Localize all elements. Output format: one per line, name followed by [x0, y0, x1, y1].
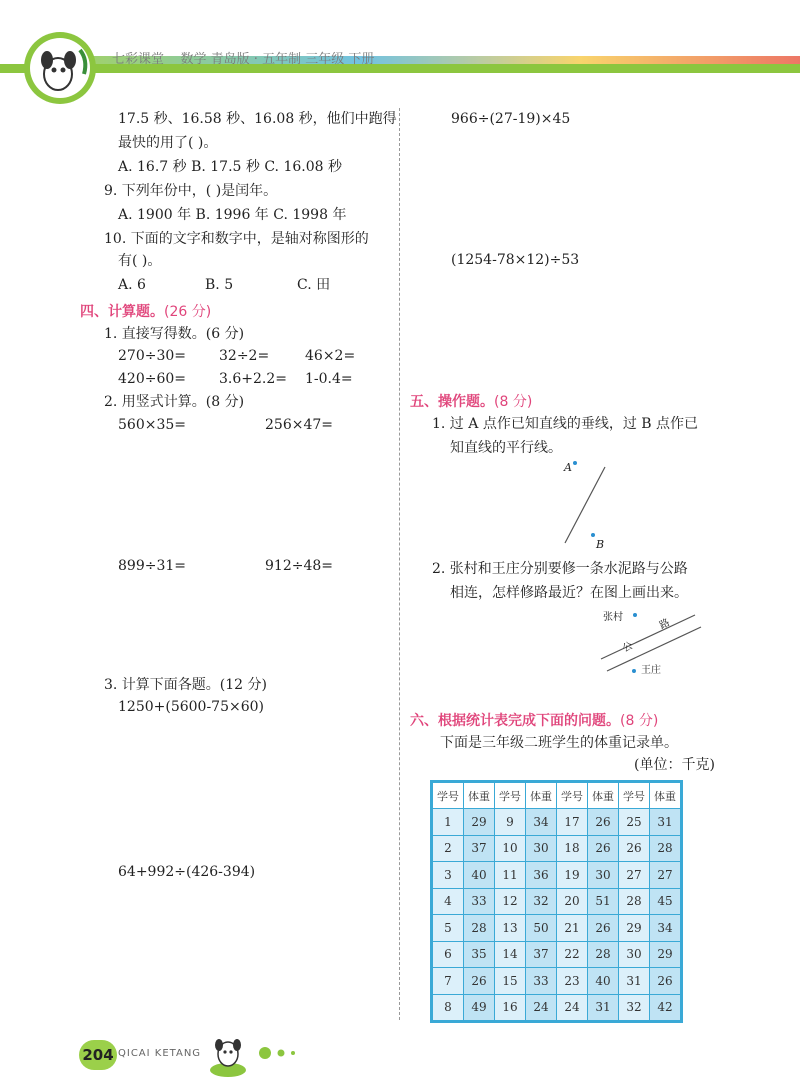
student-id-cell: 18: [557, 835, 588, 862]
student-id-cell: 32: [619, 994, 650, 1022]
weight-cell: 33: [464, 888, 495, 915]
point-wangzhuang: [632, 669, 636, 673]
q9-options: A. 1900 年 B. 1996 年 C. 1998 年: [118, 207, 347, 223]
p1-r2-b: 3.6+2.2=: [219, 371, 287, 387]
q8-line2: 最快的用了( )。: [118, 135, 218, 151]
weight-cell: 28: [588, 941, 619, 968]
section4-title: 四、计算题。: [80, 304, 164, 320]
weight-cell: 29: [464, 809, 495, 836]
part3-title: 3. 计算下面各题。(12 分): [104, 677, 267, 693]
student-id-cell: 22: [557, 941, 588, 968]
header-cell: 学号: [619, 782, 650, 809]
label-lu: 路: [657, 617, 672, 632]
q10-line1: 10. 下面的文字和数字中，是轴对称图形的: [104, 231, 369, 247]
q8-options: A. 16.7 秒 B. 17.5 秒 C. 16.08 秒: [118, 159, 342, 175]
op2-line1: 2. 张村和王庄分别要修一条水泥路与公路: [432, 561, 688, 577]
p1-r1-b: 32÷2=: [219, 348, 270, 364]
mascot-footer-icon: [198, 1030, 258, 1080]
p2-r1-a: 560×35=: [118, 417, 186, 433]
student-id-cell: 3: [432, 862, 464, 889]
student-id-cell: 21: [557, 915, 588, 942]
header-cell: 体重: [588, 782, 619, 809]
op2-line2: 相连，怎样修路最近？在图上画出来。: [450, 585, 688, 601]
section6-heading: [410, 710, 658, 730]
weight-cell: 37: [526, 941, 557, 968]
weight-cell: 26: [588, 809, 619, 836]
subject-line: 数学 青岛版 · 五年制 三年级 下册: [180, 52, 375, 67]
table-unit: (单位：千克): [634, 757, 715, 773]
student-id-cell: 31: [619, 968, 650, 995]
student-id-cell: 25: [619, 809, 650, 836]
header-cell: 体重: [526, 782, 557, 809]
footer-dots: [258, 1046, 308, 1060]
student-id-cell: 14: [495, 941, 526, 968]
column-divider: [399, 108, 400, 1020]
section5-heading: [410, 391, 532, 411]
given-line: [565, 467, 605, 543]
table-row: [432, 809, 682, 836]
weight-table: [430, 780, 683, 1023]
weight-cell: 40: [588, 968, 619, 995]
table-row: [432, 835, 682, 862]
student-id-cell: 7: [432, 968, 464, 995]
section6-score: (8 分): [620, 713, 659, 729]
student-id-cell: 11: [495, 862, 526, 889]
weight-cell: 50: [526, 915, 557, 942]
point-b: [591, 533, 595, 537]
weight-cell: 28: [650, 835, 682, 862]
section6-title: 六、根据统计表完成下面的问题。: [410, 713, 620, 729]
q10-option-c: C. 田: [297, 277, 331, 293]
student-id-cell: 12: [495, 888, 526, 915]
student-id-cell: 2: [432, 835, 464, 862]
header-cell: 学号: [432, 782, 464, 809]
weight-cell: 27: [650, 862, 682, 889]
point-a: [573, 461, 577, 465]
section4-heading: [80, 301, 211, 321]
page-number: 204: [79, 1040, 117, 1070]
student-id-cell: 17: [557, 809, 588, 836]
weight-cell: 34: [650, 915, 682, 942]
p3-a: 1250+(5600-75×60): [118, 699, 265, 715]
table-row: [432, 994, 682, 1022]
table-row: [432, 888, 682, 915]
label-zhangcun: 张村: [603, 612, 623, 623]
weight-cell: 49: [464, 994, 495, 1022]
weight-cell: 51: [588, 888, 619, 915]
weight-cell: 29: [650, 941, 682, 968]
section4-score: (26 分): [164, 304, 212, 320]
part2-title: 2. 用竖式计算。(8 分): [104, 394, 245, 410]
weight-cell: 32: [526, 888, 557, 915]
table-header-row: [432, 782, 682, 809]
student-id-cell: 20: [557, 888, 588, 915]
q8-line1: 17.5 秒、16.58 秒、16.08 秒，他们中跑得: [118, 111, 397, 127]
header-title: [112, 48, 374, 67]
label-gong: 公: [620, 640, 635, 655]
section5-score: (8 分): [494, 394, 533, 410]
student-id-cell: 8: [432, 994, 464, 1022]
footer-brand: QICAI KETANG: [118, 1048, 202, 1059]
table-row: [432, 915, 682, 942]
student-id-cell: 10: [495, 835, 526, 862]
weight-cell: 26: [464, 968, 495, 995]
weight-cell: 26: [650, 968, 682, 995]
table-row: [432, 968, 682, 995]
label-wangzhuang: 王庄: [641, 665, 661, 676]
weight-cell: 31: [588, 994, 619, 1022]
series-name: 七彩课堂: [112, 52, 165, 67]
student-id-cell: 9: [495, 809, 526, 836]
weight-cell: 42: [650, 994, 682, 1022]
weight-cell: 45: [650, 888, 682, 915]
section5-title: 五、操作题。: [410, 394, 494, 410]
table-body: [432, 809, 682, 1022]
student-id-cell: 27: [619, 862, 650, 889]
weight-cell: 35: [464, 941, 495, 968]
student-id-cell: 19: [557, 862, 588, 889]
part1-title: 1. 直接写得数。(6 分): [104, 326, 245, 342]
p3-d: (1254-78×12)÷53: [451, 252, 580, 268]
weight-cell: 33: [526, 968, 557, 995]
student-id-cell: 29: [619, 915, 650, 942]
weight-cell: 28: [464, 915, 495, 942]
weight-cell: 36: [526, 862, 557, 889]
p3-b: 64+992÷(426-394): [118, 864, 256, 880]
q10-option-b: B. 5: [205, 277, 234, 293]
weight-cell: 40: [464, 862, 495, 889]
student-id-cell: 6: [432, 941, 464, 968]
op1-line2: 知直线的平行线。: [450, 440, 562, 456]
student-id-cell: 30: [619, 941, 650, 968]
table-row: [432, 862, 682, 889]
p1-r2-a: 420÷60=: [118, 371, 186, 387]
p1-r1-c: 46×2=: [305, 348, 356, 364]
mascot-logo: [2, 30, 106, 110]
weight-cell: 31: [650, 809, 682, 836]
header-cell: 体重: [464, 782, 495, 809]
student-id-cell: 24: [557, 994, 588, 1022]
weight-cell: 30: [588, 862, 619, 889]
weight-cell: 26: [588, 915, 619, 942]
student-id-cell: 16: [495, 994, 526, 1022]
student-id-cell: 26: [619, 835, 650, 862]
op1-line1: 1. 过 A 点作已知直线的垂线，过 B 点作已: [432, 416, 699, 432]
table-row: [432, 941, 682, 968]
student-id-cell: 13: [495, 915, 526, 942]
weight-cell: 34: [526, 809, 557, 836]
header-cell: 学号: [557, 782, 588, 809]
table-intro: 下面是三年级二班学生的体重记录单。: [440, 735, 678, 751]
point-zhangcun: [633, 613, 637, 617]
p2-r2-b: 912÷48=: [265, 558, 333, 574]
p1-r1-a: 270÷30=: [118, 348, 186, 364]
p2-r1-b: 256×47=: [265, 417, 333, 433]
label-b: B: [596, 538, 605, 551]
weight-cell: 24: [526, 994, 557, 1022]
q9-text: 9. 下列年份中，( )是闰年。: [104, 183, 278, 199]
student-id-cell: 28: [619, 888, 650, 915]
student-id-cell: 4: [432, 888, 464, 915]
header-cell: 学号: [495, 782, 526, 809]
student-id-cell: 15: [495, 968, 526, 995]
weight-cell: 26: [588, 835, 619, 862]
weight-cell: 30: [526, 835, 557, 862]
header-cell: 体重: [650, 782, 682, 809]
p2-r2-a: 899÷31=: [118, 558, 186, 574]
student-id-cell: 5: [432, 915, 464, 942]
student-id-cell: 23: [557, 968, 588, 995]
weight-cell: 37: [464, 835, 495, 862]
q10-line2: 有( )。: [118, 253, 162, 269]
student-id-cell: 1: [432, 809, 464, 836]
p3-c: 966÷(27-19)×45: [451, 111, 571, 127]
p1-r2-c: 1-0.4=: [305, 371, 353, 387]
label-a: A: [564, 461, 572, 474]
q10-option-a: A. 6: [118, 277, 146, 293]
